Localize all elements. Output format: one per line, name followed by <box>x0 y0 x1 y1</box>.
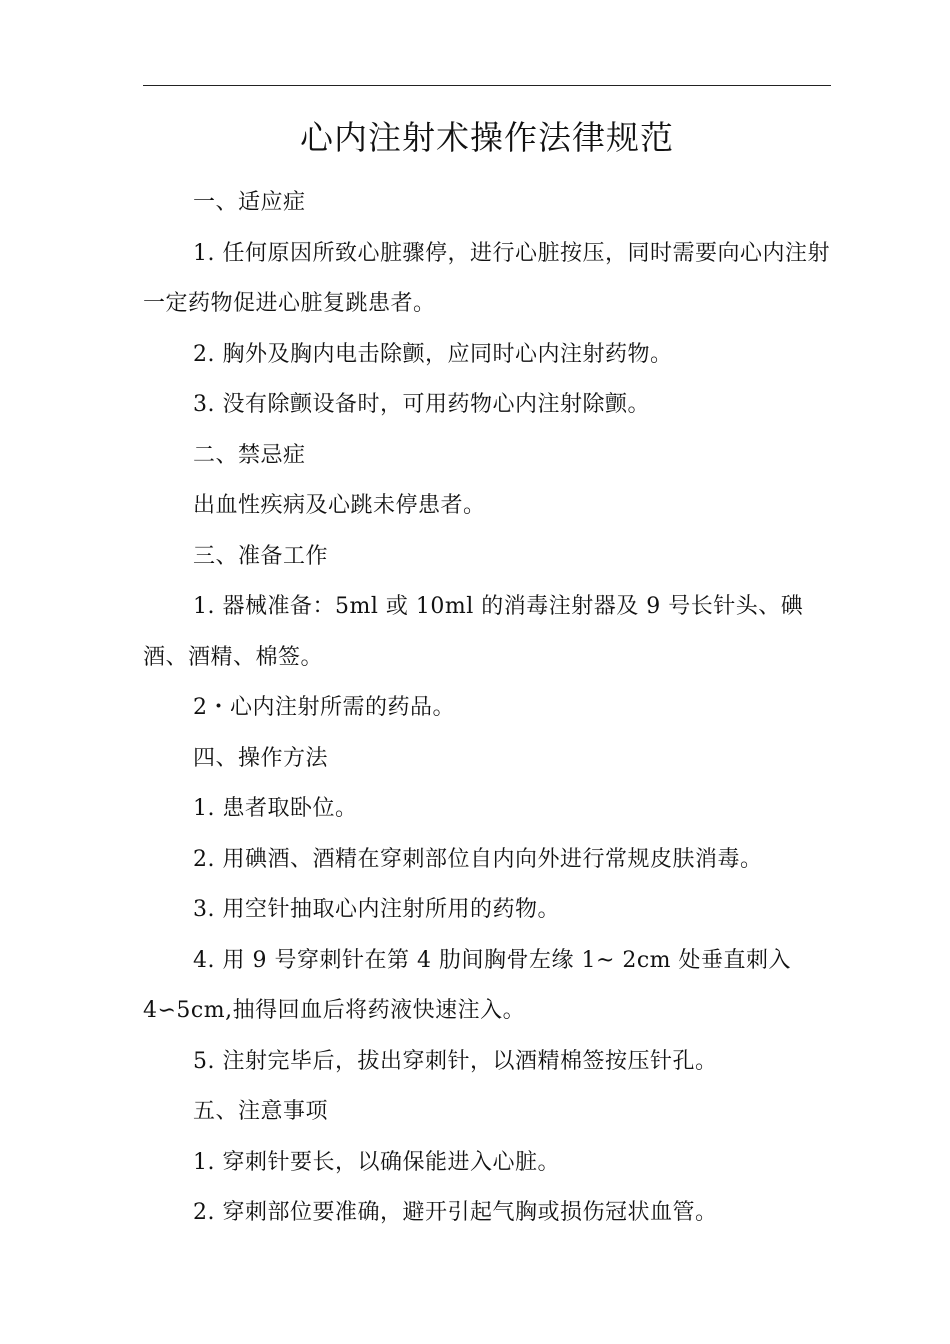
paragraph: 5. 注射完毕后，拔出穿刺针，以酒精棉签按压针孔。 <box>193 1048 718 1074</box>
paragraph: 3. 没有除颤设备时，可用药物心内注射除颤。 <box>193 392 650 417</box>
document-title: 心内注射术操作法律规范 <box>300 118 674 157</box>
section-heading-preparation: 三、准备工作 <box>193 543 329 569</box>
paragraph: 2. 穿刺部位要准确，避开引起气胸或损伤冠状血管。 <box>193 1200 718 1225</box>
paragraph: 1. 任何原因所致心脏骤停，进行心脏按压，同时需要向心内注射一定药物促进心脏复跳患者。 <box>143 240 830 316</box>
paragraph: 1. 器械准备：5ml 或 10ml 的消毒注射器及 9 号长针头、碘酒、酒精、棉签。 <box>143 594 804 670</box>
paragraph: 出血性疾病及心跳未停患者。 <box>193 493 486 518</box>
section-heading-indications: 一、适应症 <box>193 190 306 215</box>
section-heading-notes: 五、注意事项 <box>193 1099 329 1124</box>
paragraph: 2. 胸外及胸内电击除颤，应同时心内注射药物。 <box>193 341 673 367</box>
paragraph: 1. 穿刺针要长，以确保能进入心脏。 <box>193 1149 560 1175</box>
paragraph: 2. 用碘酒、酒精在穿刺部位自内向外进行常规皮肤消毒。 <box>193 846 763 872</box>
paragraph: 1. 患者取卧位。 <box>193 796 358 821</box>
paragraph: 4. 用 9 号穿刺针在第 4 肋间胸骨左缘 1~ 2cm 处垂直刺入 4∽5cm,抽得回血后将药液快速注入。 <box>143 947 792 1023</box>
document-body <box>143 178 831 1239</box>
paragraph: 3. 用空针抽取心内注射所用的药物。 <box>193 897 560 922</box>
section-heading-contraindications: 二、禁忌症 <box>193 442 306 468</box>
section-heading-method: 四、操作方法 <box>193 745 329 771</box>
paragraph: 2・心内注射所需的药品。 <box>193 695 455 720</box>
header-rule <box>143 85 831 86</box>
